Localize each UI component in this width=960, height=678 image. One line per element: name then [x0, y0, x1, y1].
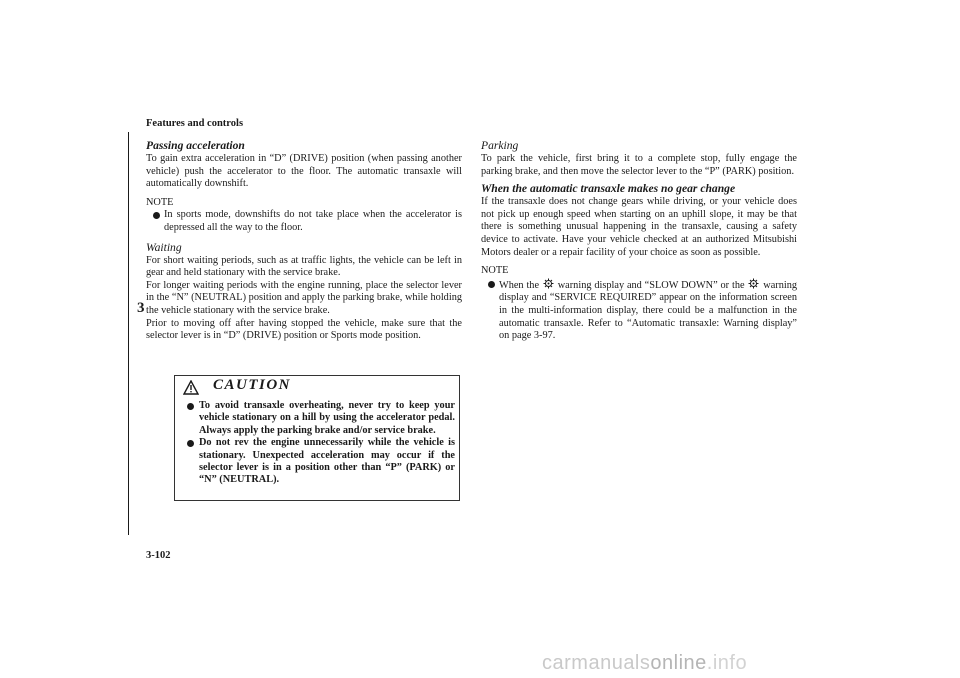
section-header: Features and controls: [146, 118, 244, 129]
caution-title: CAUTION: [213, 377, 292, 393]
waiting-heading: Waiting: [146, 240, 182, 254]
note-item: [146, 209, 462, 234]
parking-heading: Parking: [481, 139, 519, 152]
watermark-part: online: [650, 652, 707, 674]
bullet-icon: [488, 281, 495, 288]
note-list: [146, 209, 462, 234]
chapter-number: 3: [137, 300, 145, 316]
note-item: [481, 278, 797, 343]
caution-box: [174, 375, 460, 501]
watermark-part: .info: [706, 652, 748, 674]
caution-item-text: To avoid transaxle overheating, never try to keep your vehicle stationary on a hill by using the accelerator pedal. Always apply the parking brake and/or service brake.: [199, 400, 455, 436]
parking-text: To park the vehicle, first bring it to a complete stop, fully engage the parking brake, and then move the selector lever to the “P” (PARK) position.: [481, 153, 797, 177]
caution-item: [183, 437, 455, 487]
watermark-part: carmanuals: [542, 652, 651, 674]
left-column: [146, 139, 462, 343]
note-title: NOTE: [146, 196, 174, 208]
bullet-icon: [153, 212, 160, 219]
note-item-text: In sports mode, downshifts do not take place when the accelerator is depressed all the way to the floor.: [164, 209, 462, 233]
no-gear-change-text: If the transaxle does not change gears while driving, or your vehicle does not pick up enough speed when starting on an uphill slope, it may be that there is something unusual happening in the transaxle, causing a safety device to activate. Have your vehicle checked at an authorized Mitsubishi Motors dealer or a repair facility of your choice as soon as possible.: [481, 196, 797, 258]
note-text: warning display and “SERVICE REQUIRED” appear on the information screen in the multi-information display, there could be a malfunction in the automatic transaxle. Refer to “Automatic transaxle: Warning display” on page 3-97.: [499, 279, 798, 342]
caution-list: [183, 400, 455, 487]
transaxle-warning-icon: [748, 278, 759, 289]
note-lead-text: When the: [499, 279, 540, 291]
bullet-icon: [187, 403, 194, 410]
transaxle-warning-icon: [543, 278, 554, 289]
right-column: [481, 139, 797, 343]
chapter-tab-bar: [128, 132, 129, 535]
waiting-paragraph: For longer waiting periods with the engine running, place the selector lever in the “N” (NEUTRAL) position and apply the parking brake, while holding the vehicle stationary with the service brake.: [146, 279, 462, 316]
passing-acceleration-text: To gain extra acceleration in “D” (DRIVE) position (when passing another vehicle) push the accelerator to the floor. The automatic transaxle will automatically downshift.: [146, 153, 462, 190]
caution-item-text: Do not rev the engine unnecessarily while the vehicle is stationary. Unexpected acceleration may occur if the selector lever is in a position other than “P” (PARK) or “N” (NEUTRAL).: [199, 437, 455, 486]
waiting-paragraph: For short waiting periods, such as at traffic lights, the vehicle can be left in gear and held stationary with the service brake.: [146, 254, 462, 279]
page-number: 3-102: [146, 550, 171, 561]
bullet-icon: [187, 440, 194, 447]
no-gear-change-heading: When the automatic transaxle makes no gear change: [481, 182, 736, 196]
note-text: warning display and “SLOW DOWN” or the: [557, 279, 745, 291]
passing-acceleration-heading: Passing acceleration: [146, 139, 245, 152]
note-list: [481, 278, 797, 343]
note-title: NOTE: [481, 265, 509, 277]
caution-header: [175, 376, 459, 398]
waiting-paragraph: Prior to moving off after having stopped the vehicle, make sure that the selector lever is in “D” (DRIVE) position or Sports mode position.: [146, 317, 462, 342]
caution-item: [183, 400, 455, 437]
watermark: [542, 652, 747, 675]
warning-triangle-icon: [183, 380, 199, 395]
